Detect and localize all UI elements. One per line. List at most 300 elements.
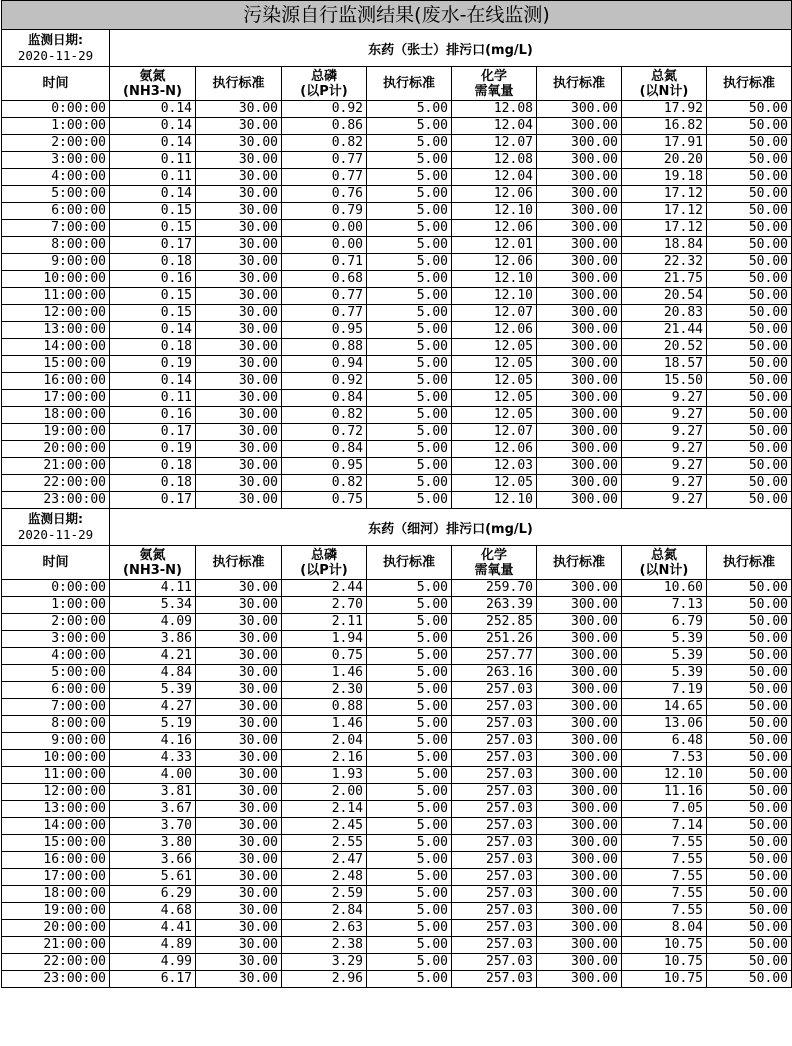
value-cell: 5.00 xyxy=(367,614,452,631)
value-cell: 30.00 xyxy=(196,475,282,492)
value-cell: 22.32 xyxy=(622,254,707,271)
value-cell: 300.00 xyxy=(537,631,622,648)
value-cell: 5.00 xyxy=(367,801,452,818)
value-cell: 30.00 xyxy=(196,784,282,801)
table-row xyxy=(2,288,792,305)
time-cell: 17:00:00 xyxy=(2,869,110,886)
column-header-line: 化学 xyxy=(480,68,507,84)
value-cell: 0.77 xyxy=(282,152,367,169)
value-cell: 0.15 xyxy=(110,203,196,220)
value-cell: 30.00 xyxy=(196,631,282,648)
value-cell: 12.05 xyxy=(452,373,537,390)
value-cell: 5.00 xyxy=(367,716,452,733)
value-cell: 30.00 xyxy=(196,237,282,254)
value-cell: 300.00 xyxy=(537,580,622,597)
value-cell: 50.00 xyxy=(707,818,792,835)
value-cell: 50.00 xyxy=(707,254,792,271)
value-cell: 257.03 xyxy=(452,852,537,869)
column-header-line: 执行标准 xyxy=(382,555,435,570)
value-cell: 0.76 xyxy=(282,186,367,203)
column-header xyxy=(537,67,622,101)
time-cell: 12:00:00 xyxy=(2,305,110,322)
value-cell: 300.00 xyxy=(537,886,622,903)
value-cell: 300.00 xyxy=(537,254,622,271)
value-cell: 0.82 xyxy=(282,135,367,152)
value-cell: 5.00 xyxy=(367,492,452,509)
value-cell: 12.05 xyxy=(452,390,537,407)
time-cell: 21:00:00 xyxy=(2,937,110,954)
value-cell: 50.00 xyxy=(707,903,792,920)
value-cell: 13.06 xyxy=(622,716,707,733)
value-cell: 1.94 xyxy=(282,631,367,648)
value-cell: 5.39 xyxy=(622,648,707,665)
table-row xyxy=(2,937,792,954)
monitoring-date-value: 2020-11-29 xyxy=(17,527,94,542)
value-cell: 12.08 xyxy=(452,101,537,118)
value-cell: 7.55 xyxy=(622,869,707,886)
column-header-line: 执行标准 xyxy=(212,555,265,570)
value-cell: 50.00 xyxy=(707,101,792,118)
value-cell: 300.00 xyxy=(537,407,622,424)
monitoring-date-cell xyxy=(2,509,110,546)
value-cell: 50.00 xyxy=(707,937,792,954)
column-header xyxy=(367,546,452,580)
value-cell: 0.95 xyxy=(282,458,367,475)
value-cell: 0.14 xyxy=(110,373,196,390)
value-cell: 5.00 xyxy=(367,322,452,339)
table-row xyxy=(2,254,792,271)
value-cell: 30.00 xyxy=(196,101,282,118)
value-cell: 30.00 xyxy=(196,801,282,818)
value-cell: 3.66 xyxy=(110,852,196,869)
value-cell: 0.94 xyxy=(282,356,367,373)
value-cell: 12.08 xyxy=(452,152,537,169)
value-cell: 300.00 xyxy=(537,750,622,767)
value-cell: 50.00 xyxy=(707,767,792,784)
value-cell: 300.00 xyxy=(537,614,622,631)
value-cell: 50.00 xyxy=(707,322,792,339)
value-cell: 12.10 xyxy=(452,271,537,288)
value-cell: 5.00 xyxy=(367,220,452,237)
value-cell: 257.03 xyxy=(452,784,537,801)
value-cell: 2.30 xyxy=(282,682,367,699)
column-header xyxy=(452,67,537,101)
table-row xyxy=(2,665,792,682)
value-cell: 0.15 xyxy=(110,220,196,237)
column-header-line: 氨氮 xyxy=(139,547,166,563)
table-row xyxy=(2,886,792,903)
value-cell: 50.00 xyxy=(707,458,792,475)
column-header xyxy=(2,546,110,580)
column-header-line: (以P计) xyxy=(300,83,348,99)
value-cell: 300.00 xyxy=(537,101,622,118)
value-cell: 50.00 xyxy=(707,356,792,373)
time-cell: 14:00:00 xyxy=(2,818,110,835)
value-cell: 0.00 xyxy=(282,220,367,237)
value-cell: 0.82 xyxy=(282,407,367,424)
column-header xyxy=(2,67,110,101)
value-cell: 300.00 xyxy=(537,203,622,220)
value-cell: 300.00 xyxy=(537,971,622,988)
value-cell: 5.00 xyxy=(367,339,452,356)
table-row xyxy=(2,169,792,186)
value-cell: 50.00 xyxy=(707,954,792,971)
value-cell: 30.00 xyxy=(196,716,282,733)
time-cell: 4:00:00 xyxy=(2,648,110,665)
outlet-name: 东药（张士）排污口(mg/L) xyxy=(110,30,792,67)
value-cell: 300.00 xyxy=(537,288,622,305)
value-cell: 20.83 xyxy=(622,305,707,322)
table-row xyxy=(2,118,792,135)
time-cell: 19:00:00 xyxy=(2,903,110,920)
value-cell: 0.18 xyxy=(110,339,196,356)
value-cell: 0.14 xyxy=(110,135,196,152)
value-cell: 5.00 xyxy=(367,169,452,186)
value-cell: 7.55 xyxy=(622,903,707,920)
value-cell: 5.00 xyxy=(367,954,452,971)
value-cell: 5.00 xyxy=(367,305,452,322)
value-cell: 2.84 xyxy=(282,903,367,920)
time-cell: 9:00:00 xyxy=(2,733,110,750)
value-cell: 4.27 xyxy=(110,699,196,716)
table-row xyxy=(2,971,792,988)
value-cell: 5.00 xyxy=(367,424,452,441)
value-cell: 5.00 xyxy=(367,118,452,135)
value-cell: 300.00 xyxy=(537,869,622,886)
time-cell: 6:00:00 xyxy=(2,682,110,699)
column-header xyxy=(282,67,367,101)
value-cell: 50.00 xyxy=(707,614,792,631)
value-cell: 5.00 xyxy=(367,475,452,492)
value-cell: 5.00 xyxy=(367,356,452,373)
value-cell: 2.11 xyxy=(282,614,367,631)
value-cell: 30.00 xyxy=(196,390,282,407)
time-cell: 2:00:00 xyxy=(2,135,110,152)
table-row xyxy=(2,271,792,288)
value-cell: 300.00 xyxy=(537,903,622,920)
value-cell: 50.00 xyxy=(707,220,792,237)
value-cell: 5.00 xyxy=(367,101,452,118)
time-cell: 20:00:00 xyxy=(2,441,110,458)
value-cell: 17.12 xyxy=(622,203,707,220)
value-cell: 5.39 xyxy=(622,665,707,682)
value-cell: 0.68 xyxy=(282,271,367,288)
value-cell: 4.21 xyxy=(110,648,196,665)
time-cell: 10:00:00 xyxy=(2,271,110,288)
table-row xyxy=(2,801,792,818)
value-cell: 30.00 xyxy=(196,699,282,716)
value-cell: 300.00 xyxy=(537,118,622,135)
value-cell: 8.04 xyxy=(622,920,707,937)
column-header-line: 化学 xyxy=(480,547,507,563)
column-header xyxy=(707,546,792,580)
column-header-line: 总磷 xyxy=(310,68,337,84)
value-cell: 50.00 xyxy=(707,305,792,322)
table-row xyxy=(2,424,792,441)
column-header xyxy=(622,67,707,101)
value-cell: 12.06 xyxy=(452,254,537,271)
value-cell: 257.03 xyxy=(452,818,537,835)
value-cell: 257.03 xyxy=(452,699,537,716)
value-cell: 30.00 xyxy=(196,920,282,937)
value-cell: 5.34 xyxy=(110,597,196,614)
value-cell: 50.00 xyxy=(707,699,792,716)
table-row xyxy=(2,492,792,509)
value-cell: 0.19 xyxy=(110,356,196,373)
value-cell: 50.00 xyxy=(707,971,792,988)
value-cell: 257.03 xyxy=(452,733,537,750)
time-cell: 14:00:00 xyxy=(2,339,110,356)
value-cell: 4.00 xyxy=(110,767,196,784)
value-cell: 20.52 xyxy=(622,339,707,356)
value-cell: 14.65 xyxy=(622,699,707,716)
value-cell: 5.00 xyxy=(367,597,452,614)
value-cell: 30.00 xyxy=(196,733,282,750)
value-cell: 5.39 xyxy=(622,631,707,648)
value-cell: 0.17 xyxy=(110,237,196,254)
value-cell: 251.26 xyxy=(452,631,537,648)
value-cell: 2.55 xyxy=(282,835,367,852)
value-cell: 0.77 xyxy=(282,169,367,186)
value-cell: 300.00 xyxy=(537,169,622,186)
value-cell: 30.00 xyxy=(196,869,282,886)
value-cell: 50.00 xyxy=(707,373,792,390)
value-cell: 300.00 xyxy=(537,784,622,801)
value-cell: 50.00 xyxy=(707,152,792,169)
value-cell: 0.00 xyxy=(282,237,367,254)
value-cell: 30.00 xyxy=(196,682,282,699)
value-cell: 50.00 xyxy=(707,237,792,254)
value-cell: 0.88 xyxy=(282,339,367,356)
value-cell: 257.03 xyxy=(452,937,537,954)
time-cell: 8:00:00 xyxy=(2,237,110,254)
time-cell: 20:00:00 xyxy=(2,920,110,937)
value-cell: 1.46 xyxy=(282,716,367,733)
value-cell: 0.84 xyxy=(282,390,367,407)
value-cell: 5.00 xyxy=(367,699,452,716)
value-cell: 50.00 xyxy=(707,203,792,220)
value-cell: 50.00 xyxy=(707,886,792,903)
value-cell: 50.00 xyxy=(707,169,792,186)
value-cell: 19.18 xyxy=(622,169,707,186)
value-cell: 50.00 xyxy=(707,716,792,733)
value-cell: 5.00 xyxy=(367,750,452,767)
value-cell: 30.00 xyxy=(196,648,282,665)
value-cell: 300.00 xyxy=(537,835,622,852)
value-cell: 30.00 xyxy=(196,971,282,988)
value-cell: 30.00 xyxy=(196,818,282,835)
column-header-line: 时间 xyxy=(42,555,69,570)
value-cell: 20.20 xyxy=(622,152,707,169)
value-cell: 50.00 xyxy=(707,784,792,801)
value-cell: 50.00 xyxy=(707,597,792,614)
value-cell: 300.00 xyxy=(537,271,622,288)
value-cell: 3.81 xyxy=(110,784,196,801)
column-header-line: 总磷 xyxy=(310,547,337,563)
value-cell: 2.96 xyxy=(282,971,367,988)
value-cell: 17.12 xyxy=(622,186,707,203)
value-cell: 30.00 xyxy=(196,852,282,869)
time-cell: 11:00:00 xyxy=(2,288,110,305)
value-cell: 2.16 xyxy=(282,750,367,767)
table-row xyxy=(2,305,792,322)
value-cell: 30.00 xyxy=(196,305,282,322)
time-cell: 22:00:00 xyxy=(2,475,110,492)
value-cell: 50.00 xyxy=(707,835,792,852)
value-cell: 9.27 xyxy=(622,390,707,407)
table-row xyxy=(2,152,792,169)
value-cell: 4.41 xyxy=(110,920,196,937)
value-cell: 257.03 xyxy=(452,682,537,699)
value-cell: 300.00 xyxy=(537,682,622,699)
value-cell: 5.00 xyxy=(367,271,452,288)
value-cell: 17.91 xyxy=(622,135,707,152)
value-cell: 10.60 xyxy=(622,580,707,597)
value-cell: 30.00 xyxy=(196,152,282,169)
value-cell: 30.00 xyxy=(196,288,282,305)
time-cell: 9:00:00 xyxy=(2,254,110,271)
value-cell: 9.27 xyxy=(622,492,707,509)
column-header xyxy=(367,67,452,101)
value-cell: 0.11 xyxy=(110,152,196,169)
value-cell: 12.07 xyxy=(452,135,537,152)
value-cell: 30.00 xyxy=(196,580,282,597)
value-cell: 1.93 xyxy=(282,767,367,784)
value-cell: 30.00 xyxy=(196,424,282,441)
value-cell: 7.13 xyxy=(622,597,707,614)
time-cell: 16:00:00 xyxy=(2,373,110,390)
value-cell: 12.06 xyxy=(452,322,537,339)
value-cell: 0.15 xyxy=(110,305,196,322)
time-cell: 8:00:00 xyxy=(2,716,110,733)
value-cell: 0.82 xyxy=(282,475,367,492)
time-cell: 23:00:00 xyxy=(2,492,110,509)
value-cell: 30.00 xyxy=(196,835,282,852)
monitoring-date-cell xyxy=(2,30,110,67)
column-header-line: (NH3-N) xyxy=(123,83,182,99)
value-cell: 300.00 xyxy=(537,135,622,152)
value-cell: 21.44 xyxy=(622,322,707,339)
column-header xyxy=(707,67,792,101)
value-cell: 12.06 xyxy=(452,220,537,237)
value-cell: 30.00 xyxy=(196,356,282,373)
value-cell: 3.67 xyxy=(110,801,196,818)
value-cell: 2.38 xyxy=(282,937,367,954)
section-header-row xyxy=(2,509,792,546)
value-cell: 2.44 xyxy=(282,580,367,597)
value-cell: 300.00 xyxy=(537,322,622,339)
value-cell: 30.00 xyxy=(196,271,282,288)
value-cell: 300.00 xyxy=(537,152,622,169)
value-cell: 5.00 xyxy=(367,869,452,886)
value-cell: 50.00 xyxy=(707,682,792,699)
value-cell: 30.00 xyxy=(196,903,282,920)
column-header xyxy=(196,546,282,580)
value-cell: 50.00 xyxy=(707,424,792,441)
table-row xyxy=(2,852,792,869)
time-cell: 0:00:00 xyxy=(2,101,110,118)
table-row xyxy=(2,699,792,716)
time-cell: 6:00:00 xyxy=(2,203,110,220)
value-cell: 30.00 xyxy=(196,322,282,339)
column-header-line: 时间 xyxy=(42,76,69,91)
table-row xyxy=(2,818,792,835)
value-cell: 4.33 xyxy=(110,750,196,767)
value-cell: 12.10 xyxy=(622,767,707,784)
value-cell: 5.00 xyxy=(367,390,452,407)
value-cell: 12.04 xyxy=(452,118,537,135)
value-cell: 50.00 xyxy=(707,135,792,152)
table-row xyxy=(2,733,792,750)
value-cell: 12.06 xyxy=(452,186,537,203)
value-cell: 16.82 xyxy=(622,118,707,135)
time-cell: 19:00:00 xyxy=(2,424,110,441)
table-row xyxy=(2,441,792,458)
value-cell: 50.00 xyxy=(707,733,792,750)
value-cell: 259.70 xyxy=(452,580,537,597)
value-cell: 5.00 xyxy=(367,441,452,458)
value-cell: 5.00 xyxy=(367,631,452,648)
value-cell: 5.00 xyxy=(367,818,452,835)
column-header-line: 需氧量 xyxy=(474,83,514,99)
value-cell: 4.09 xyxy=(110,614,196,631)
value-cell: 12.10 xyxy=(452,203,537,220)
value-cell: 257.03 xyxy=(452,750,537,767)
table-row xyxy=(2,631,792,648)
value-cell: 5.19 xyxy=(110,716,196,733)
monitoring-date-label: 监测日期: xyxy=(28,511,83,526)
value-cell: 4.84 xyxy=(110,665,196,682)
value-cell: 5.00 xyxy=(367,152,452,169)
value-cell: 5.00 xyxy=(367,784,452,801)
table-row xyxy=(2,390,792,407)
value-cell: 300.00 xyxy=(537,767,622,784)
value-cell: 30.00 xyxy=(196,220,282,237)
value-cell: 5.00 xyxy=(367,407,452,424)
value-cell: 0.18 xyxy=(110,475,196,492)
value-cell: 50.00 xyxy=(707,407,792,424)
value-cell: 30.00 xyxy=(196,937,282,954)
value-cell: 5.39 xyxy=(110,682,196,699)
table-row xyxy=(2,220,792,237)
time-cell: 7:00:00 xyxy=(2,220,110,237)
table-row xyxy=(2,322,792,339)
value-cell: 9.27 xyxy=(622,407,707,424)
monitoring-date-label: 监测日期: xyxy=(28,32,83,47)
value-cell: 0.18 xyxy=(110,254,196,271)
column-header-line: 执行标准 xyxy=(382,76,435,91)
value-cell: 300.00 xyxy=(537,356,622,373)
value-cell: 300.00 xyxy=(537,648,622,665)
value-cell: 300.00 xyxy=(537,716,622,733)
value-cell: 6.79 xyxy=(622,614,707,631)
time-cell: 22:00:00 xyxy=(2,954,110,971)
table-row xyxy=(2,458,792,475)
table-row xyxy=(2,373,792,390)
value-cell: 0.77 xyxy=(282,305,367,322)
value-cell: 0.11 xyxy=(110,390,196,407)
time-cell: 11:00:00 xyxy=(2,767,110,784)
value-cell: 0.14 xyxy=(110,322,196,339)
value-cell: 30.00 xyxy=(196,135,282,152)
value-cell: 4.68 xyxy=(110,903,196,920)
value-cell: 7.14 xyxy=(622,818,707,835)
value-cell: 5.00 xyxy=(367,920,452,937)
column-header-line: (以N计) xyxy=(639,83,689,99)
value-cell: 300.00 xyxy=(537,458,622,475)
column-header-line: 执行标准 xyxy=(212,76,265,91)
value-cell: 300.00 xyxy=(537,699,622,716)
